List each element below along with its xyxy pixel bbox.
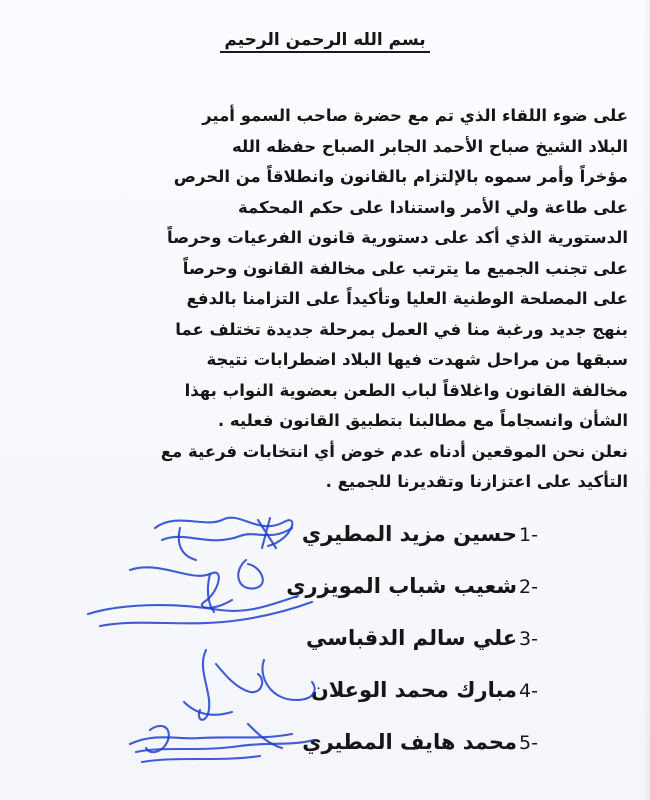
signatory-number: 3- — [519, 628, 538, 650]
signatory-item — [98, 626, 538, 678]
page-edge-shadow — [642, 0, 650, 800]
signatory-name: مبارك محمد الوعلان — [310, 678, 518, 702]
signatory-item — [98, 574, 538, 626]
body-line: مخالفة القانون واغلاقاً لباب الطعن بعضوية النواب بهذا — [184, 380, 628, 400]
document-body — [28, 101, 628, 498]
signatory-number: 4- — [519, 680, 538, 702]
signatory-name: شعيب شباب المويزري — [286, 574, 518, 598]
body-line: على المصلحة الوطنية العليا وتأكيداً على التزامنا بالدفع — [186, 289, 628, 308]
body-line: مؤخراً وأمر سموه بالإلتزام بالقانون وانطلاقاً من الحرص — [173, 167, 628, 186]
body-line: التأكيد على اعتزازنا وتقديرنا للجميع . — [325, 472, 628, 491]
basmala-text: بسم الله الرحمن الرحيم — [220, 30, 429, 53]
signatory-name: محمد هايف المطيري — [302, 730, 518, 754]
body-line: الشأن وانسجاماً مع مطالبنا بتطبيق القانون فعليه . — [217, 411, 628, 430]
signatory-number: 5- — [519, 732, 538, 754]
signatory-item — [98, 678, 538, 730]
body-line: الدستورية الذي أكد على دستورية قانون الفرعيات وحرصاً — [166, 228, 628, 247]
signatory-number: 2- — [519, 576, 538, 598]
signatory-name: علي سالم الدقباسي — [306, 626, 518, 650]
body-line: على تجنب الجميع ما يترتب على مخالفة القانون وحرصاً — [182, 258, 628, 278]
body-line: بنهج جديد ورغبة منا في العمل بمرحلة جديدة تختلف عما — [175, 319, 628, 339]
signatory-list — [98, 522, 538, 782]
signatory-item — [98, 730, 538, 782]
signatory-number: 1- — [519, 524, 538, 546]
signatory-name: حسين مزيد المطيري — [301, 522, 518, 546]
body-line: البلاد الشيخ صباح الأحمد الجابر الصباح حفظه الله — [231, 136, 628, 156]
body-line: على طاعة ولي الأمر واستنادا على حكم المحكمة — [237, 197, 628, 217]
signatory-item — [98, 522, 538, 574]
body-line: نعلن نحن الموقعين أدناه عدم خوض أي انتخابات فرعية مع — [160, 441, 628, 461]
body-line: على ضوء اللقاء الذي تم مع حضرة صاحب السمو أمير — [202, 106, 628, 125]
body-line: سبقها من مراحل شهدت فيها البلاد اضطرابات نتيجة — [206, 350, 628, 369]
document-heading — [0, 30, 650, 53]
